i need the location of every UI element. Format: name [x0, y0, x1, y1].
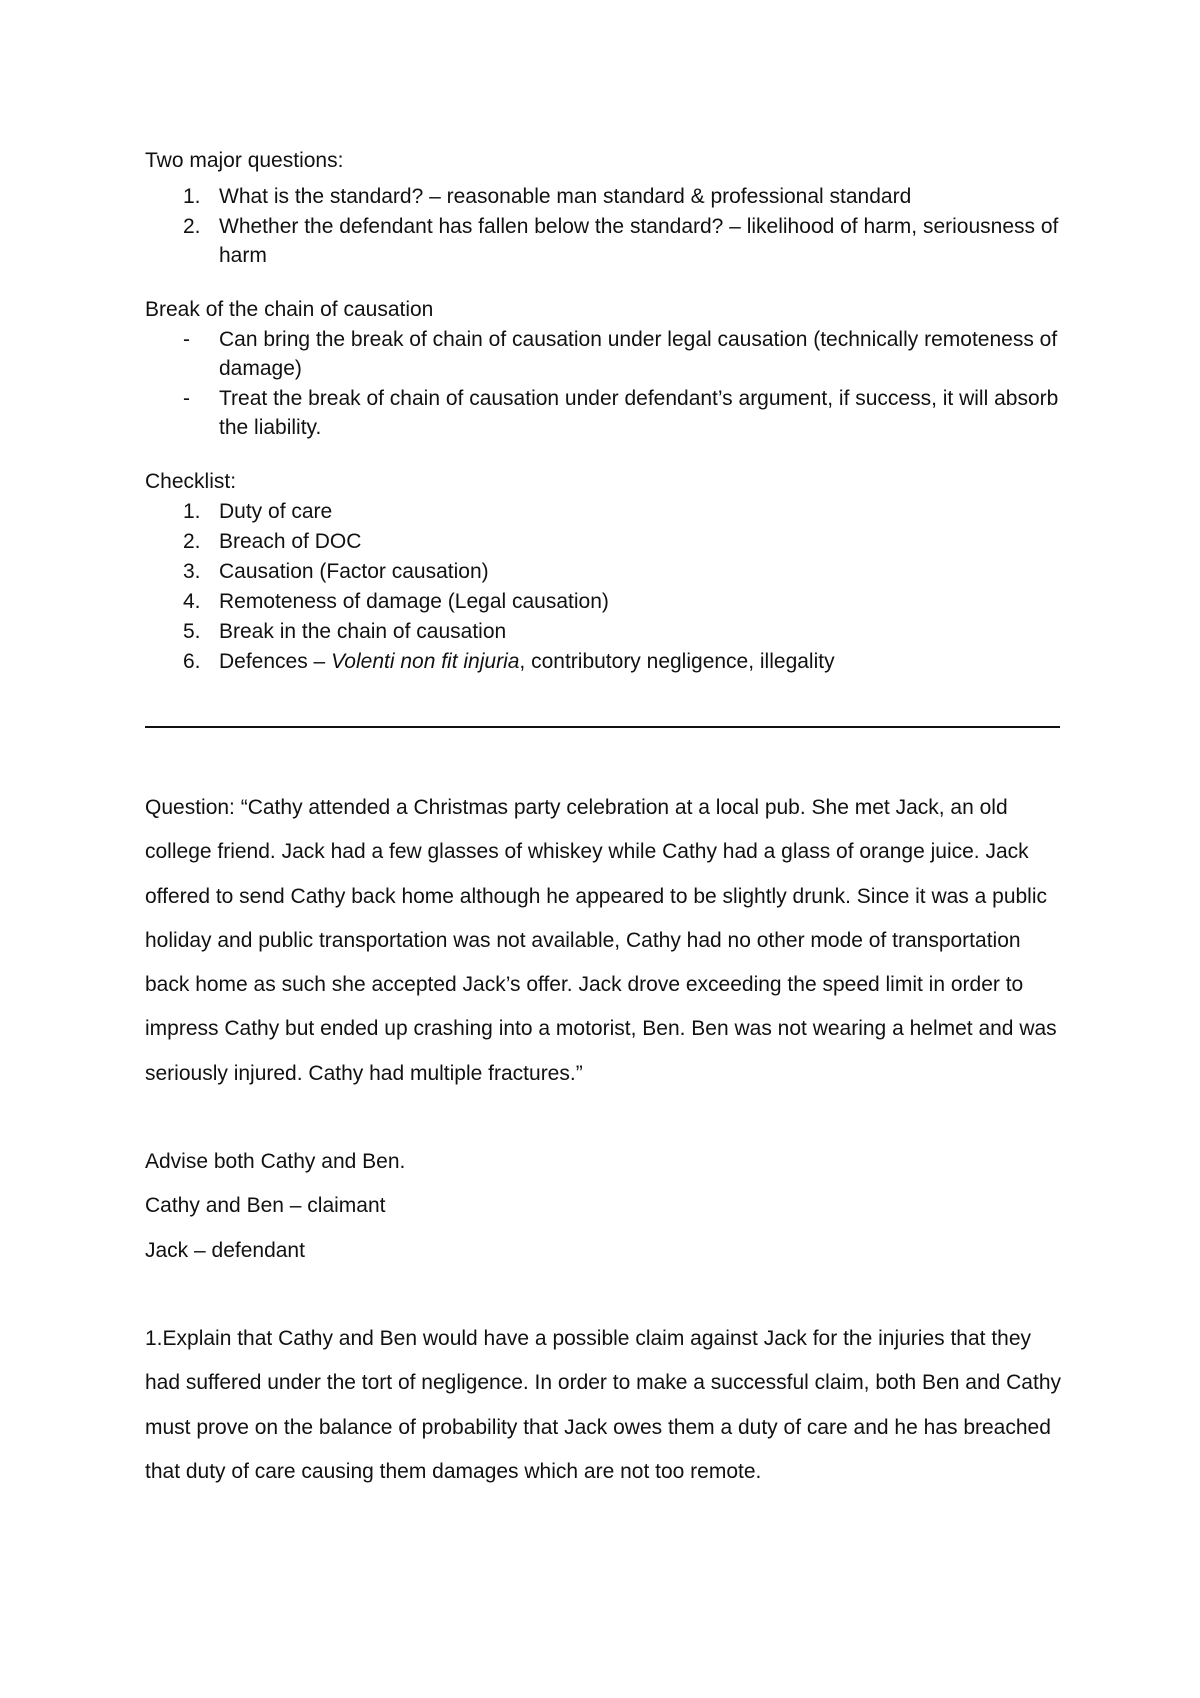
list-number: 2. — [183, 214, 201, 238]
list-item-text: Break in the chain of causation — [219, 619, 507, 643]
break-of-chain-heading: Break of the chain of causation — [145, 297, 434, 321]
break-of-chain-list — [145, 325, 1065, 443]
list-item — [145, 384, 1065, 443]
list-number: 2. — [183, 529, 201, 553]
list-item — [145, 527, 1065, 557]
latin-maxim: Volenti non fit injuria — [331, 649, 520, 673]
advise-line: Advise both Cathy and Ben. — [145, 1150, 406, 1174]
list-item-text: Breach of DOC — [219, 529, 362, 553]
question-paragraph: Question: “Cathy attended a Christmas party celebration at a local pub. She met Jack, an old college friend. Jack had a few glasses of whiskey while Cathy had a glass of orange juice. Jack offered to send Cathy back home although he appeared to be slightly drunk. Since it was a public holiday and public transportation was not available, Cathy had no other mode of transportation back home as such she accepted Jack’s offer. Jack drove exceeding the speed limit in order to impress Cathy but ended up crashing into a motorist, Ben. Ben was not wearing a helmet and was seriously injured. Cathy had multiple fractures.” — [145, 796, 1057, 1085]
dash-marker: - — [183, 327, 190, 351]
list-item — [145, 497, 1065, 527]
list-item — [145, 557, 1065, 587]
list-item-text: What is the standard? – reasonable man standard & professional standard — [219, 185, 912, 208]
defences-suffix: , contributory negligence, illegality — [519, 649, 835, 673]
list-item — [145, 587, 1065, 617]
list-number: 4. — [183, 589, 201, 613]
major-questions-list — [145, 182, 1065, 271]
notes-top — [145, 146, 1065, 677]
list-number: 1. — [183, 185, 201, 208]
defences-prefix: Defences – — [219, 649, 332, 673]
horizontal-divider — [145, 726, 1060, 728]
checklist-list — [145, 497, 1065, 677]
list-item — [145, 647, 1065, 677]
list-item-text: Whether the defendant has fallen below the standard? – likelihood of harm, seriousness of harm — [219, 214, 1059, 267]
list-item-text: Remoteness of damage (Legal causation) — [219, 589, 609, 613]
dash-marker: - — [183, 386, 190, 410]
list-number: 3. — [183, 559, 201, 583]
claimant-line: Cathy and Ben – claimant — [145, 1194, 386, 1218]
two-major-questions-heading: Two major questions: — [145, 149, 344, 172]
list-number: 5. — [183, 619, 201, 643]
list-number: 6. — [183, 649, 201, 673]
question-section — [145, 786, 1065, 1494]
answer-paragraph: 1.Explain that Cathy and Ben would have a possible claim against Jack for the injuries that they had suffered under the tort of negligence. In order to make a successful claim, both Ben and Cathy must prove on the balance of probability that Jack owes them a duty of care and he has breached that duty of care causing them damages which are not too remote. — [145, 1326, 1061, 1483]
checklist-heading: Checklist: — [145, 469, 237, 493]
list-item-text: Duty of care — [219, 499, 333, 523]
list-number: 1. — [183, 499, 201, 523]
list-item-text: Causation (Factor causation) — [219, 559, 489, 583]
list-item-text: Can bring the break of chain of causation under legal causation (technically remoteness of damage) — [219, 327, 1058, 380]
list-item — [145, 325, 1065, 384]
list-item — [145, 617, 1065, 647]
list-item — [145, 212, 1065, 271]
defendant-line: Jack – defendant — [145, 1238, 305, 1262]
list-item — [145, 182, 1065, 212]
list-item-text: Treat the break of chain of causation under defendant’s argument, if success, it will absorb the liability. — [219, 386, 1059, 439]
